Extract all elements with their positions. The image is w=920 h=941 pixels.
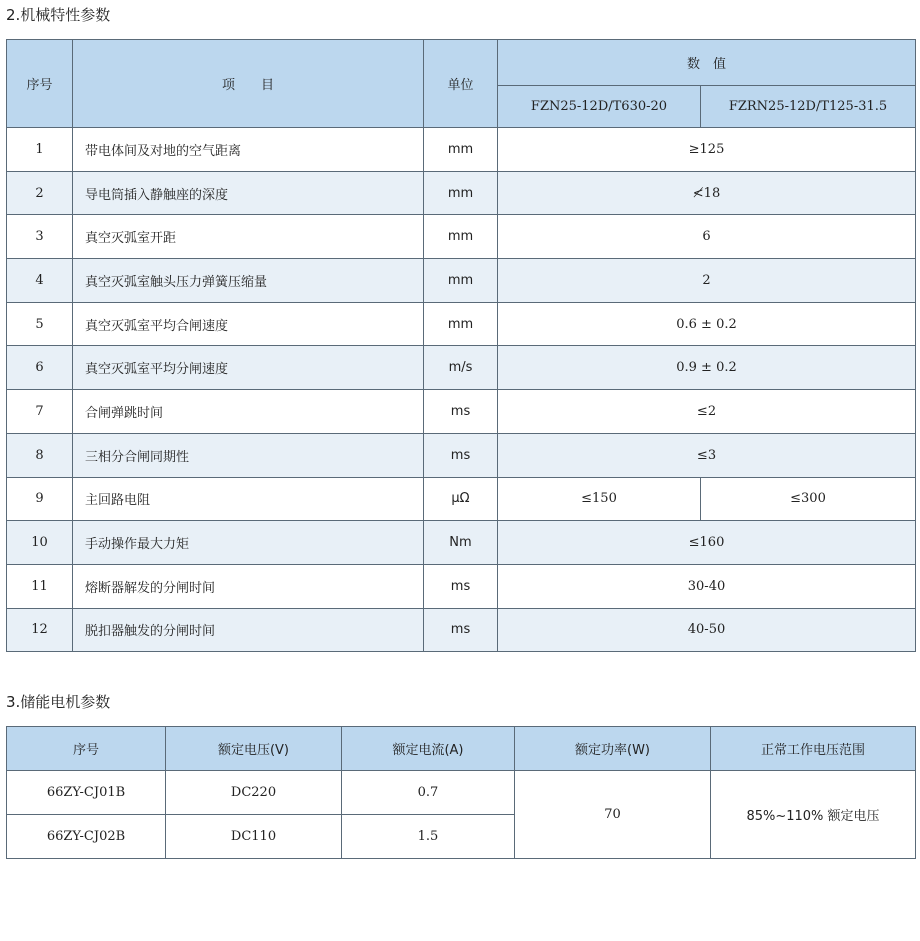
table-row: [7, 346, 916, 390]
row-item: 真空灭弧室平均分闸速度: [73, 346, 424, 390]
mechanical-characteristics-table: [6, 39, 916, 652]
motor-current: 0.7: [342, 771, 515, 815]
row-unit: mm: [424, 215, 498, 259]
row-item: 手动操作最大力矩: [73, 521, 424, 565]
row-unit: ms: [424, 433, 498, 477]
table-row: [7, 564, 916, 608]
row-index: 7: [7, 390, 73, 434]
row-index: 6: [7, 346, 73, 390]
row-item: 真空灭弧室开距: [73, 215, 424, 259]
row-unit: ms: [424, 390, 498, 434]
table-row: [7, 477, 916, 521]
row-item: 真空灭弧室平均合闸速度: [73, 302, 424, 346]
row-item: 主回路电阻: [73, 477, 424, 521]
row-value: 0.9 ± 0.2: [498, 346, 916, 390]
table-row: [7, 128, 916, 172]
motor-model: 66ZY-CJ02B: [7, 815, 166, 859]
header-model-b: FZRN25-12D/T125-31.5: [701, 86, 916, 128]
section-title-motor: 3.储能电机参数: [6, 693, 111, 711]
table-row: [7, 259, 916, 303]
row-value: ≤2: [498, 390, 916, 434]
row-item: 三相分合闸同期性: [73, 433, 424, 477]
row-value: 30-40: [498, 564, 916, 608]
row-value: ≮18: [498, 171, 916, 215]
row-index: 3: [7, 215, 73, 259]
header-value: 数 值: [498, 40, 916, 86]
row-value: 0.6 ± 0.2: [498, 302, 916, 346]
table-row: [7, 390, 916, 434]
row-value: 2: [498, 259, 916, 303]
row-value: 6: [498, 215, 916, 259]
table-row: [7, 521, 916, 565]
motor-parameters-table: [6, 726, 916, 859]
row-value: ≤3: [498, 433, 916, 477]
row-value-model-a: ≤150: [498, 477, 701, 521]
row-item: 导电筒插入静触座的深度: [73, 171, 424, 215]
motor-model: 66ZY-CJ01B: [7, 771, 166, 815]
row-index: 10: [7, 521, 73, 565]
row-item: 合闸弹跳时间: [73, 390, 424, 434]
row-unit: μΩ: [424, 477, 498, 521]
motor-voltage-range: 85%~110% 额定电压: [711, 771, 916, 859]
motor-voltage: DC220: [166, 771, 342, 815]
row-unit: mm: [424, 171, 498, 215]
row-item: 脱扣器触发的分闸时间: [73, 608, 424, 652]
row-item: 熔断器解发的分闸时间: [73, 564, 424, 608]
table-row: [7, 302, 916, 346]
row-unit: m/s: [424, 346, 498, 390]
row-unit: mm: [424, 259, 498, 303]
row-index: 8: [7, 433, 73, 477]
header-unit: 单位: [424, 40, 498, 128]
row-index: 2: [7, 171, 73, 215]
row-index: 4: [7, 259, 73, 303]
header-index: 序号: [7, 40, 73, 128]
table-row: [7, 215, 916, 259]
motor-power: 70: [515, 771, 711, 859]
row-value: ≤160: [498, 521, 916, 565]
section-title-mechanical: 2.机械特性参数: [6, 6, 111, 24]
table-row: [7, 771, 916, 815]
header-model: 序号: [7, 727, 166, 771]
header-rated-voltage: 额定电压(V): [166, 727, 342, 771]
header-voltage-range: 正常工作电压范围: [711, 727, 916, 771]
row-unit: ms: [424, 608, 498, 652]
table-row: [7, 171, 916, 215]
header-rated-current: 额定电流(A): [342, 727, 515, 771]
row-index: 9: [7, 477, 73, 521]
motor-current: 1.5: [342, 815, 515, 859]
row-unit: mm: [424, 302, 498, 346]
header-model-a: FZN25-12D/T630-20: [498, 86, 701, 128]
row-index: 11: [7, 564, 73, 608]
row-unit: Nm: [424, 521, 498, 565]
row-value: 40-50: [498, 608, 916, 652]
row-value: ≥125: [498, 128, 916, 172]
row-index: 1: [7, 128, 73, 172]
row-item: 真空灭弧室触头压力弹簧压缩量: [73, 259, 424, 303]
row-unit: ms: [424, 564, 498, 608]
table-row: [7, 433, 916, 477]
row-value-model-b: ≤300: [701, 477, 916, 521]
header-item: 项 目: [73, 40, 424, 128]
row-index: 12: [7, 608, 73, 652]
row-unit: mm: [424, 128, 498, 172]
row-index: 5: [7, 302, 73, 346]
table-row: [7, 608, 916, 652]
header-rated-power: 额定功率(W): [515, 727, 711, 771]
motor-voltage: DC110: [166, 815, 342, 859]
row-item: 带电体间及对地的空气距离: [73, 128, 424, 172]
